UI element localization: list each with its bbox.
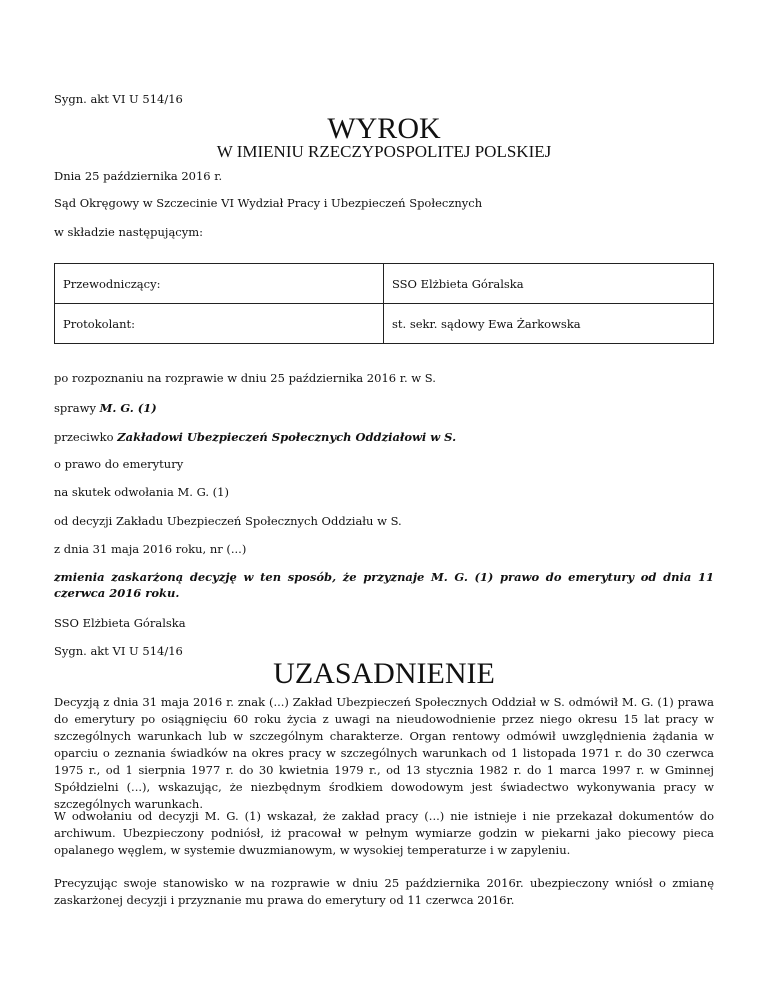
against-party-name: Zakładowi Ubezpieczeń Społecznych Oddziałowi w S. bbox=[117, 430, 457, 444]
panel-role: Przewodniczący: bbox=[55, 264, 384, 304]
justification-paragraph: W odwołaniu od decyzji M. G. (1) wskazał, że zakład pracy (...) nie istnieje i nie przekazał dokumentów do archiwum. Ubezpieczony podniósł, iż pracował w pełnym wymiarze godzin w piekarni jako piecowy pieca opalanego węglem, w systemie dwuzmianowym, w wysokiej temperaturze i w zapyleniu. bbox=[54, 809, 714, 857]
justification-paragraph: Decyzją z dnia 31 maja 2016 r. znak (...) Zakład Ubezpieczeń Społecznych Oddział w S. odmówił M. G. (1) prawa do emerytury po osiągnięciu 60 roku życia z uwagi na nieudowodnienie przez niego okresu 15 lat pracy w szczególnych warunkach lub w szczególnym charakterze. Organ rentowy odmówił uwzględnienia żądania w oparciu o zeznania świadków na okres pracy w szczególnych warunkach od 1 listopada 1971 r. do 30 czerwca 1975 r., od 1 sierpnia 1977 r. do 30 kwietnia 1979 r., od 13 stycznia 1982 r. do 1 marca 1997 r. w Gminnej Spółdzielni (...), wskazując, że niezbędnym środkiem dowodowym jest świadectwo wykonywania pracy w szczególnych warunkach. bbox=[54, 695, 714, 811]
case-party-name: M. G. (1) bbox=[99, 401, 157, 415]
case-party-prefix: sprawy bbox=[54, 401, 100, 415]
table-row bbox=[55, 264, 714, 304]
examination-line: po rozpoznaniu na rozprawie w dniu 25 października 2016 r. w S. bbox=[54, 371, 436, 385]
panel-role: Protokolant: bbox=[55, 304, 384, 344]
composition-label: w składzie następującym: bbox=[54, 225, 204, 239]
judgment-date: Dnia 25 października 2016 r. bbox=[54, 169, 223, 183]
document-title: WYROK bbox=[327, 112, 441, 145]
decision-date-line: z dnia 31 maja 2016 roku, nr (...) bbox=[54, 542, 247, 556]
justification-paragraph: Precyzując swoje stanowisko w na rozprawie w dniu 25 października 2016r. ubezpieczony wniósł o zmianę zaskarżonej decyzji i przyznanie mu prawa do emerytury od 11 czerwca 2016r. bbox=[54, 876, 714, 907]
verdict-text: zmienia zaskarżoną decyzję w ten sposób, że przyznaje M. G. (1) prawo do emerytury od dnia 11 czerwca 2016 roku. bbox=[54, 570, 714, 600]
justification-signature: Sygn. akt VI U 514/16 bbox=[54, 644, 183, 658]
against-line bbox=[54, 429, 456, 445]
against-prefix: przeciwko bbox=[54, 430, 118, 444]
appeal-line: na skutek odwołania M. G. (1) bbox=[54, 485, 229, 499]
court-panel-table bbox=[54, 263, 714, 344]
case-subject: o prawo do emerytury bbox=[54, 457, 184, 471]
judge-signature: SSO Elżbieta Góralska bbox=[54, 616, 186, 630]
document-subtitle: W IMIENIU RZECZYPOSPOLITEJ POLSKIEJ bbox=[216, 142, 552, 161]
justification-title: UZASADNIENIE bbox=[273, 657, 495, 690]
decision-of-line: od decyzji Zakładu Ubezpieczeń Społecznych Oddziału w S. bbox=[54, 514, 402, 528]
court-name: Sąd Okręgowy w Szczecinie VI Wydział Pracy i Ubezpieczeń Społecznych bbox=[54, 196, 483, 210]
panel-name: st. sekr. sądowy Ewa Żarkowska bbox=[384, 304, 714, 344]
table-row bbox=[55, 304, 714, 344]
case-party-line bbox=[54, 400, 157, 416]
panel-name: SSO Elżbieta Góralska bbox=[384, 264, 714, 304]
case-signature: Sygn. akt VI U 514/16 bbox=[54, 92, 183, 106]
